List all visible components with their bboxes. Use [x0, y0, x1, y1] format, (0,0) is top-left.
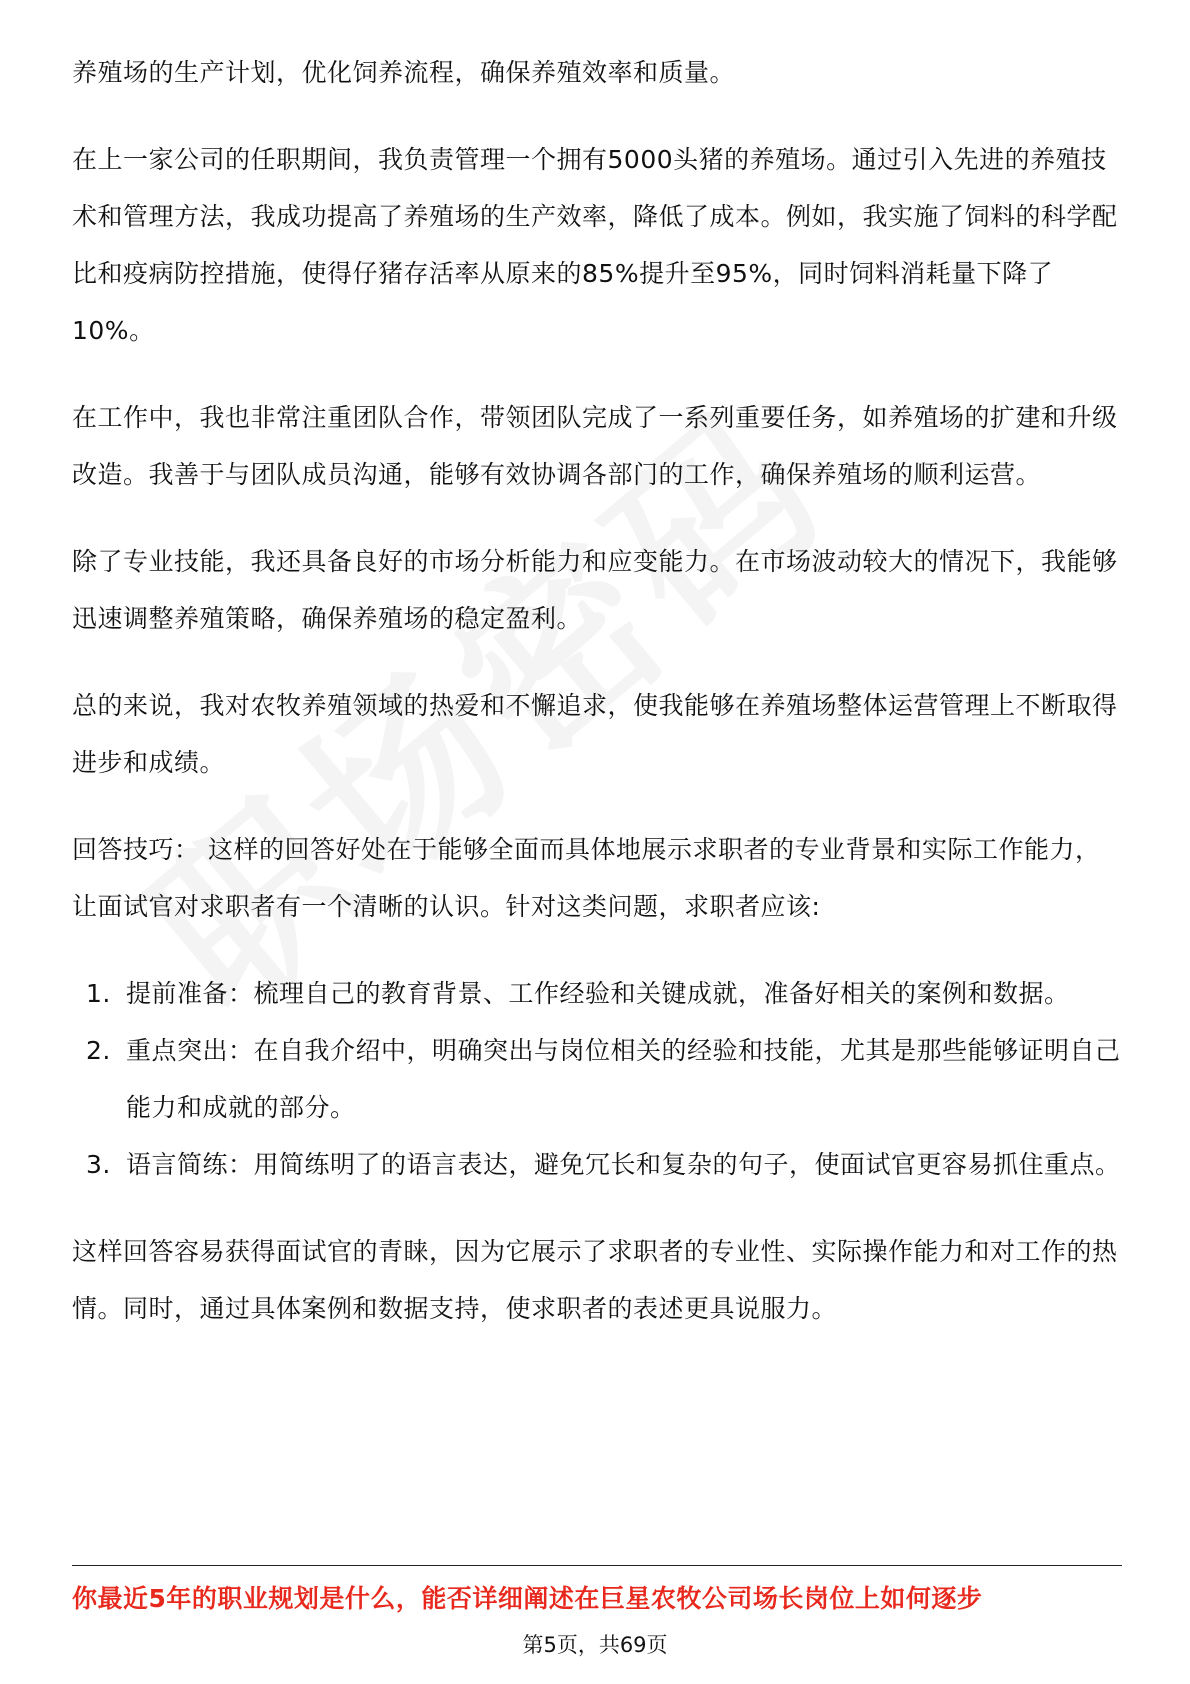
paragraph-summary: 总的来说，我对农牧养殖领域的热爱和不懈追求，使我能够在养殖场整体运营管理上不断取得进步和成绩。	[72, 691, 1118, 777]
list-item-text: 语言简练：用简练明了的语言表达，避免冗长和复杂的句子，使面试官更容易抓住重点。	[126, 1150, 1121, 1179]
list-item-text: 提前准备：梳理自己的教育背景、工作经验和关键成就，准备好相关的案例和数据。	[126, 979, 1070, 1008]
paragraph-conclusion: 这样回答容易获得面试官的青睐，因为它展示了求职者的专业性、实际操作能力和对工作的热情。同时，通过具体案例和数据支持，使求职者的表述更具说服力。	[72, 1237, 1118, 1323]
list-item	[72, 1136, 1122, 1193]
footer-divider	[72, 1565, 1122, 1566]
paragraph-answer-tips: 回答技巧： 这样的回答好处在于能够全面而具体地展示求职者的专业背景和实际工作能力，让面试官对求职者有一个清晰的认识。针对这类问题，求职者应该:	[72, 835, 1101, 921]
list-item-number: 3.	[86, 1150, 111, 1179]
paragraph-market-analysis: 除了专业技能，我还具备良好的市场分析能力和应变能力。在市场波动较大的情况下，我能够迅速调整养殖策略，确保养殖场的稳定盈利。	[72, 547, 1118, 633]
paragraph-plan-continuation: 养殖场的生产计划，优化饲养流程，确保养殖效率和质量。	[72, 58, 736, 87]
list-item	[72, 1022, 1122, 1136]
page-content	[72, 44, 1122, 1367]
page-number: 第5页，共69页	[522, 1633, 668, 1657]
list-item	[72, 965, 1122, 1022]
paragraph-previous-job: 在上一家公司的任职期间，我负责管理一个拥有5000头猪的养殖场。通过引入先进的养殖技术和管理方法，我成功提高了养殖场的生产效率，降低了成本。例如，我实施了饲料的科学配比和疫病防控措施，使得仔猪存活率从原来的85%提升至95%，同时饲料消耗量下降了10%。	[72, 145, 1118, 345]
list-item-text: 重点突出：在自我介绍中，明确突出与岗位相关的经验和技能，尤其是那些能够证明自己能力和成就的部分。	[126, 1036, 1121, 1122]
list-item-number: 2.	[86, 1036, 111, 1065]
paragraph-teamwork: 在工作中，我也非常注重团队合作，带领团队完成了一系列重要任务，如养殖场的扩建和升级改造。我善于与团队成员沟通，能够有效协调各部门的工作，确保养殖场的顺利运营。	[72, 403, 1118, 489]
list-item-number: 1.	[86, 979, 111, 1008]
next-question-title: 你最近5年的职业规划是什么，能否详细阐述在巨星农牧公司场长岗位上如何逐步	[72, 1584, 983, 1613]
tips-list	[72, 965, 1122, 1193]
